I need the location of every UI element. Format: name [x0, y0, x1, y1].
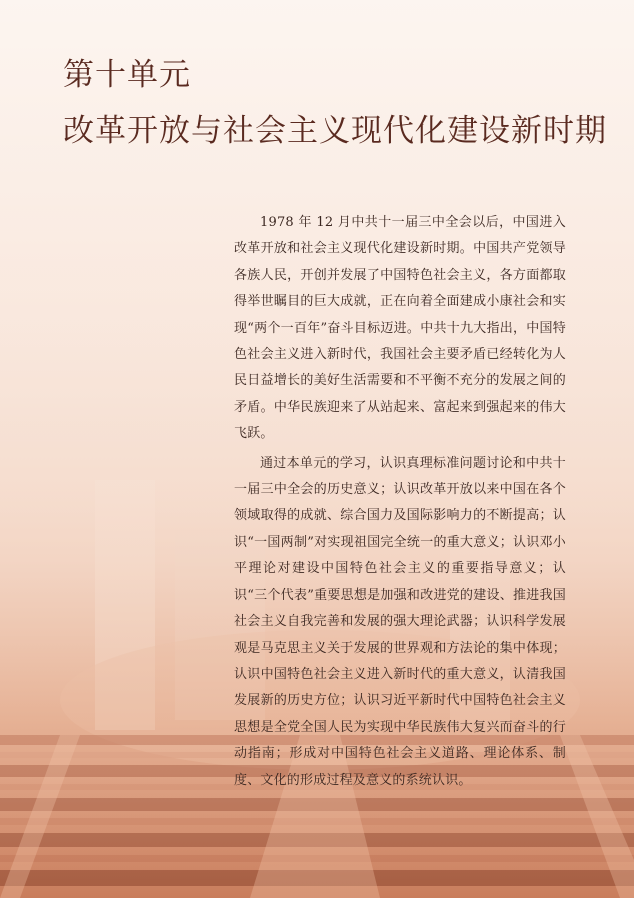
unit-heading	[63, 55, 607, 151]
unit-topic-title: 改革开放与社会主义现代化建设新时期	[63, 113, 607, 149]
intro-paragraph-2: 通过本单元的学习，认识真理标准问题讨论和中共十一届三中全会的历史意义；认识改革开放以来中国在各个领域取得的成就、综合国力及国际影响力的不断提高；认识“一国两制”对实现祖国完全统一的重大意义；认识邓小平理论对建设中国特色社会主义的重要指导意义；认识“三个代表”重要思想是加强和改进党的建设、推进我国社会主义自我完善和发展的强大理论武器；认识科学发展观是马克思主义关于发展的世界观和方法论的集中体现；认识中国特色社会主义进入新时代的重大意义，认清我国发展新的历史方位；认识习近平新时代中国特色社会主义思想是全党全国人民为实现中华民族伟大复兴而奋斗的行动指南；形成对中国特色社会主义道路、理论体系、制度、文化的形成过程及意义的系统认识。	[234, 455, 566, 788]
intro-paragraph-1: 1978 年 12 月中共十一届三中全会以后，中国进入改革开放和社会主义现代化建设新时期。中国共产党领导各族人民，开创并发展了中国特色社会主义，各方面都取得举世瞩目的巨大成就，正在向着全面建成小康社会和实现“两个一百年”奋斗目标迈进。中共十九大指出，中国特色社会主义进入新时代，我国社会主要矛盾已经转化为人民日益增长的美好生活需要和不平衡不充分的发展之间的矛盾。中华民族迎来了从站起来、富起来到强起来的伟大飞跃。	[234, 215, 566, 442]
unit-number-title: 第十单元	[63, 57, 191, 93]
unit-introduction	[234, 210, 566, 794]
